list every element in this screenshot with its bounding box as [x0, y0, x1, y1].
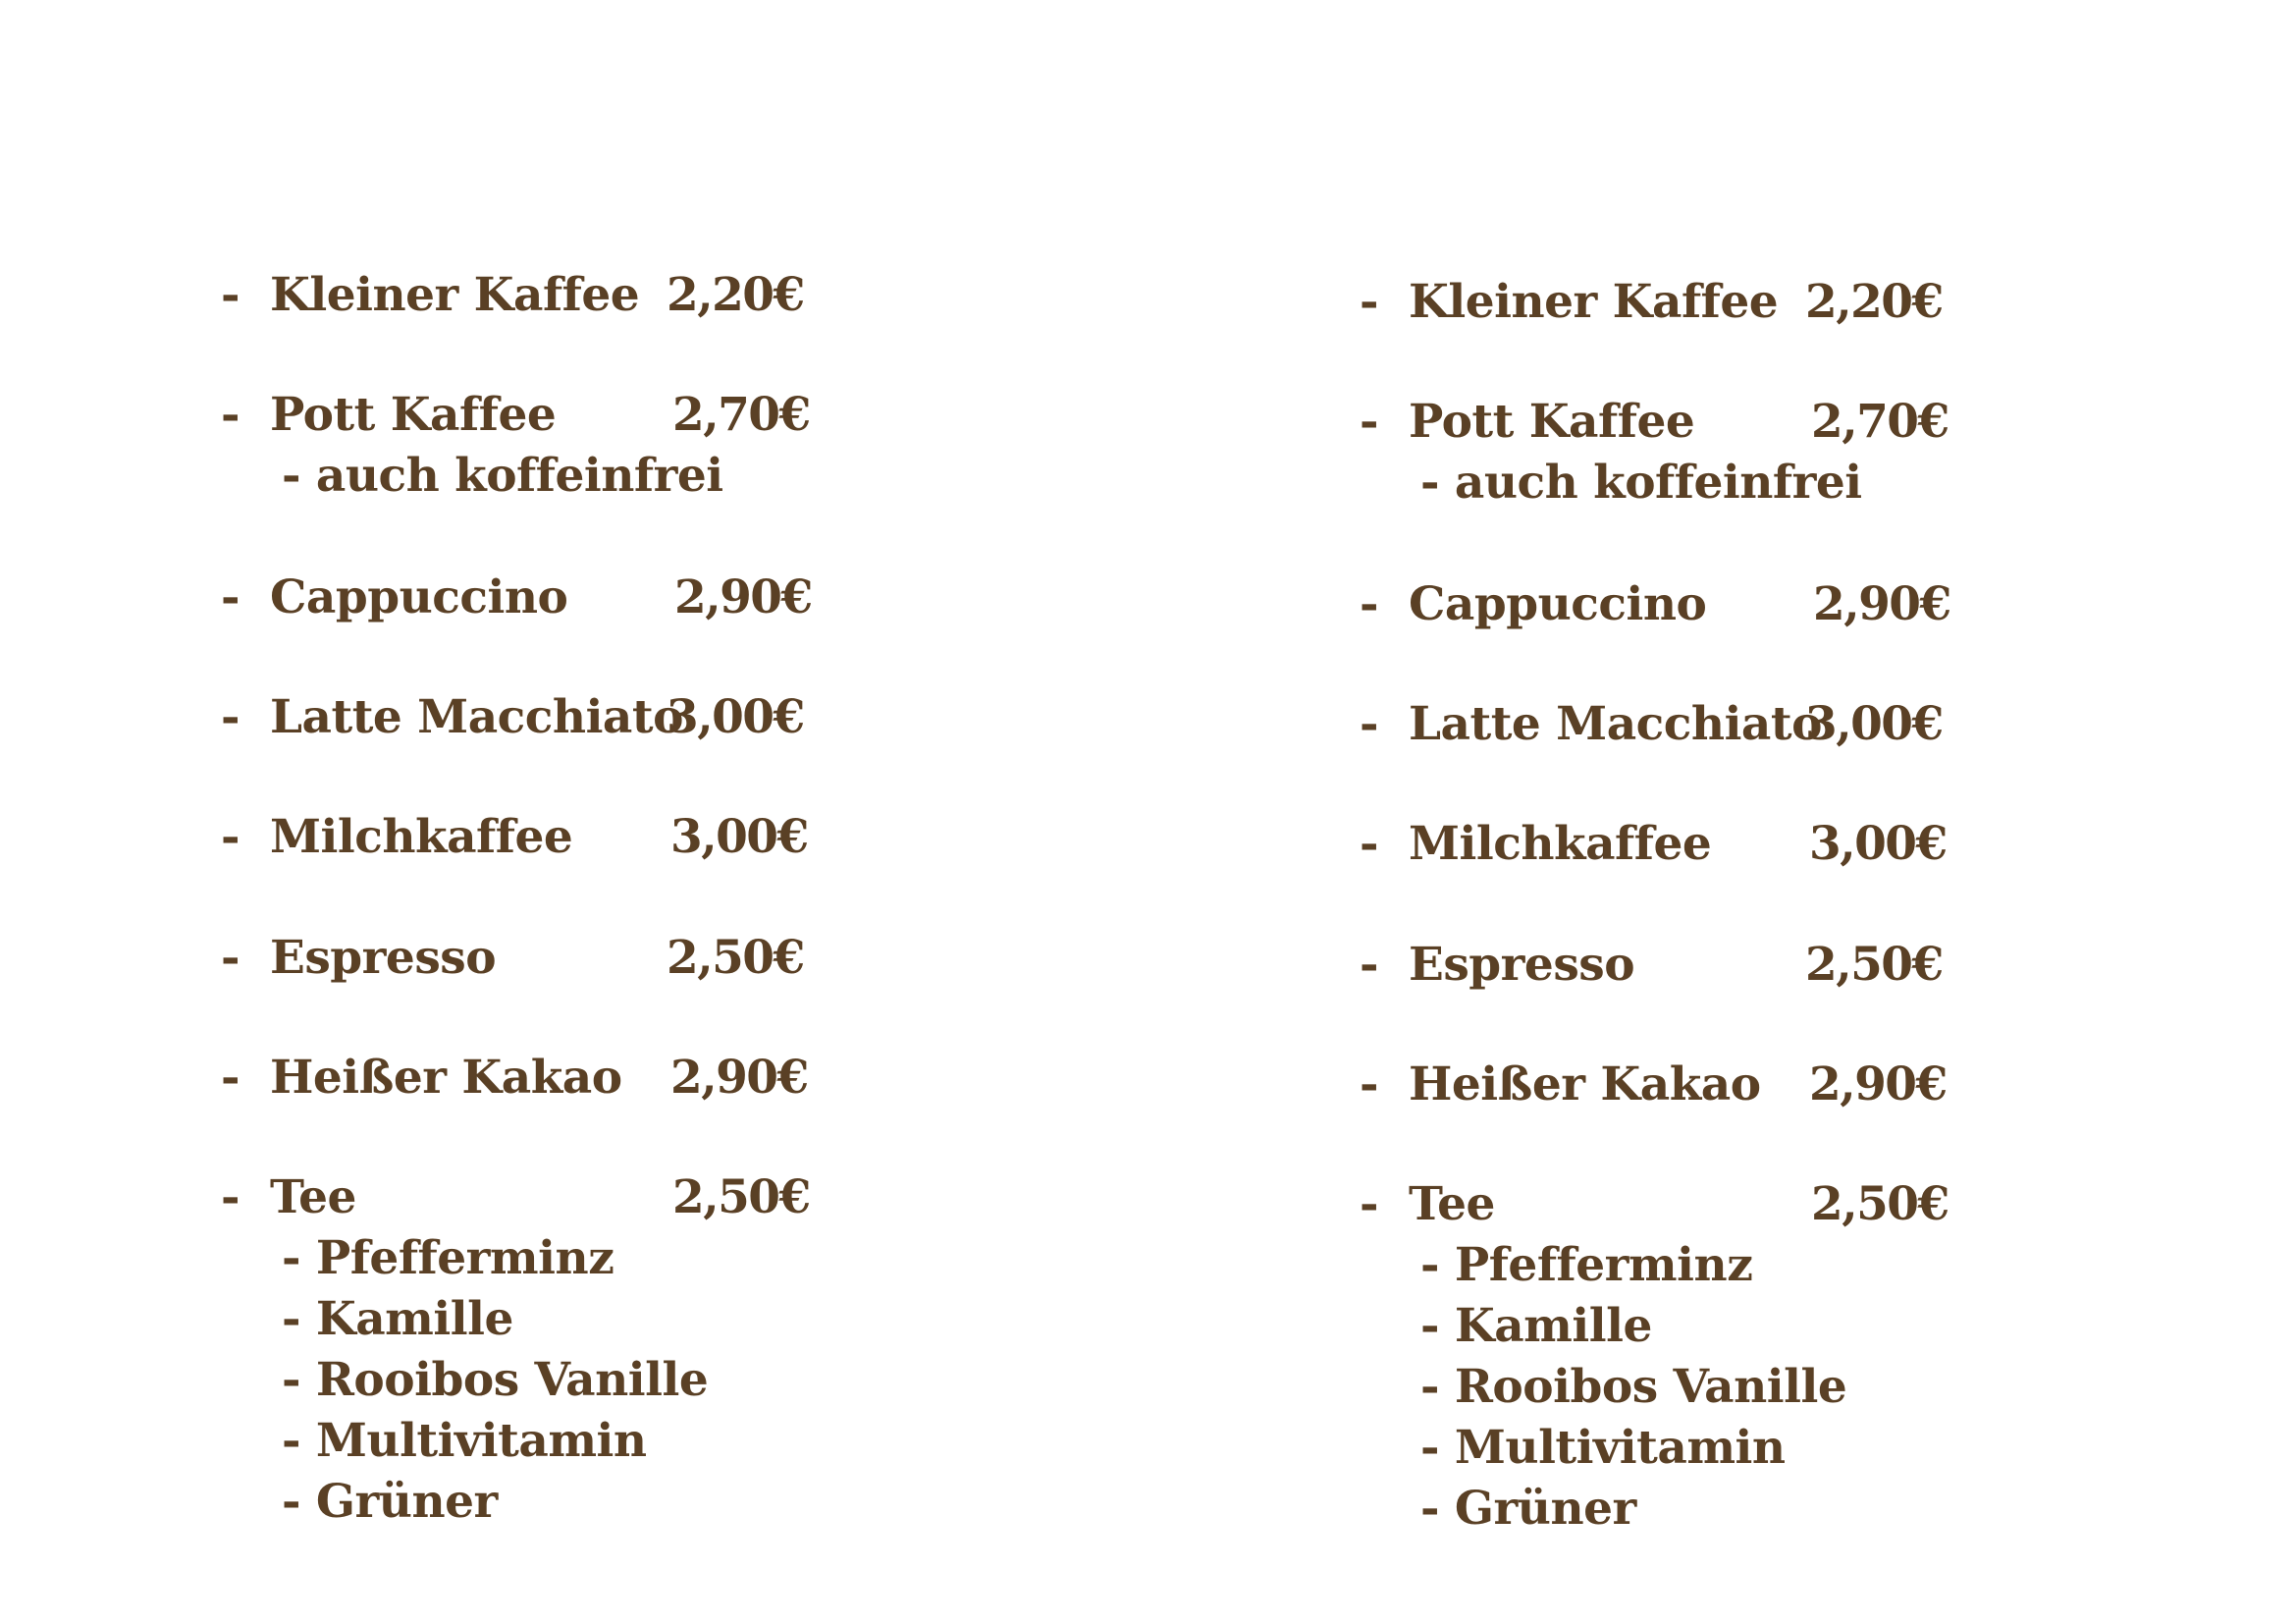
item-name: Heißer Kakao — [1409, 1057, 1761, 1111]
item-dash: - — [1360, 1057, 1379, 1111]
item-dash: - — [1360, 1177, 1379, 1231]
item-price: 2,20€ — [1805, 275, 1943, 329]
item-name: Pott Kaffee — [1409, 395, 1695, 449]
item-sub-option: - Grüner — [282, 1475, 498, 1529]
item-dash: - — [1360, 395, 1379, 449]
item-name: Milchkaffee — [270, 810, 573, 864]
item-line — [1360, 1055, 2243, 1115]
item-sub-option: - Multivitamin — [282, 1414, 647, 1468]
item-price: 2,90€ — [1813, 577, 1950, 631]
item-price: 2,50€ — [667, 931, 804, 985]
item-line — [1360, 392, 2243, 453]
item-sub-option: - Pfefferminz — [282, 1231, 614, 1285]
item-sub-option: - Multivitamin — [1420, 1421, 1786, 1475]
item-dash: - — [1360, 577, 1379, 631]
item-name: Heißer Kakao — [270, 1051, 622, 1105]
item-name: Tee — [1409, 1177, 1495, 1231]
item-name: Espresso — [270, 931, 497, 985]
item-price: 3,00€ — [1809, 817, 1947, 871]
item-dash: - — [221, 690, 240, 744]
item-line — [1360, 935, 2243, 996]
item-sub-option: - Rooibos Vanille — [1420, 1360, 1847, 1414]
item-name: Latte Macchiato — [1409, 697, 1822, 751]
item-price: 2,20€ — [667, 268, 804, 322]
item-dash: - — [221, 810, 240, 864]
item-line — [1360, 272, 2243, 333]
item-name: Kleiner Kaffee — [270, 268, 640, 322]
menu-item-heisser-kakao — [1360, 1055, 2243, 1115]
item-price: 3,00€ — [1805, 697, 1943, 751]
item-price: 2,50€ — [1811, 1177, 1949, 1231]
item-price: 2,90€ — [670, 1051, 808, 1105]
item-sub-option: - Grüner — [1420, 1482, 1636, 1536]
item-dash: - — [221, 388, 240, 442]
item-name: Espresso — [1409, 938, 1635, 992]
item-line — [1360, 814, 2243, 875]
item-name: Tee — [270, 1170, 356, 1224]
item-name: Cappuccino — [270, 570, 568, 624]
item-price: 2,90€ — [1809, 1057, 1947, 1111]
item-sub-option: - Kamille — [1420, 1299, 1652, 1353]
item-price: 2,90€ — [674, 570, 812, 624]
item-name: Latte Macchiato — [270, 690, 683, 744]
item-dash: - — [221, 1170, 240, 1224]
menu-item-kleiner-kaffee — [1360, 272, 2243, 333]
item-dash: - — [221, 1051, 240, 1105]
item-sub-option: - Rooibos Vanille — [282, 1353, 709, 1407]
item-line — [1360, 574, 2243, 635]
menu-item-milchkaffee — [1360, 814, 2243, 875]
item-dash: - — [1360, 938, 1379, 992]
item-sub-option: - Kamille — [282, 1292, 513, 1346]
item-dash: - — [1360, 817, 1379, 871]
menu-item-tee — [1360, 1174, 2243, 1540]
menu-item-cappuccino — [1360, 574, 2243, 635]
item-sub-option: - auch koffeinfrei — [282, 449, 723, 503]
item-name: Cappuccino — [1409, 577, 1707, 631]
item-dash: - — [221, 570, 240, 624]
item-line — [1360, 1174, 2243, 1235]
item-line — [1360, 694, 2243, 755]
item-price: 2,50€ — [1805, 938, 1943, 992]
item-name: Kleiner Kaffee — [1409, 275, 1779, 329]
item-price: 2,70€ — [1811, 395, 1949, 449]
item-sub-option: - auch koffeinfrei — [1420, 456, 1862, 510]
item-dash: - — [1360, 697, 1379, 751]
item-dash: - — [221, 931, 240, 985]
menu-item-pott-kaffee — [1360, 392, 2243, 514]
item-price: 2,70€ — [672, 388, 810, 442]
item-price: 3,00€ — [667, 690, 804, 744]
item-dash: - — [221, 268, 240, 322]
item-dash: - — [1360, 275, 1379, 329]
item-price: 2,50€ — [672, 1170, 810, 1224]
item-price: 3,00€ — [670, 810, 808, 864]
menu-item-latte-macchiato — [1360, 694, 2243, 755]
item-name: Pott Kaffee — [270, 388, 557, 442]
item-name: Milchkaffee — [1409, 817, 1712, 871]
item-sub-option: - Pfefferminz — [1420, 1238, 1753, 1292]
menu-item-espresso — [1360, 935, 2243, 996]
